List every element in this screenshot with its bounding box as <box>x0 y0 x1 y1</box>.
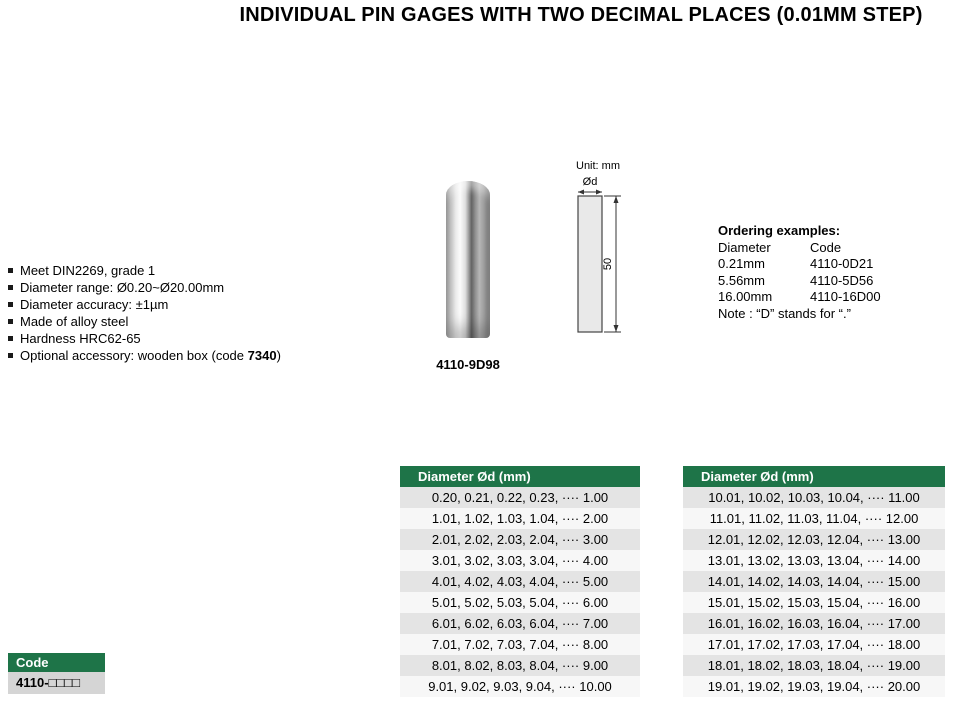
ordering-heading: Ordering examples: <box>718 223 841 238</box>
table-row: 1.01, 1.02, 1.03, 1.04, ···· 2.00 <box>400 508 640 529</box>
bullet-square-icon <box>8 268 13 273</box>
feature-list <box>8 264 281 366</box>
arrow-up-icon <box>614 196 619 203</box>
ordering-code: 4110-5D56 <box>810 272 874 288</box>
feature-item <box>8 332 281 345</box>
table-row: 12.01, 12.02, 12.03, 12.04, ···· 13.00 <box>683 529 945 550</box>
feature-text: Made of alloy steel <box>20 314 129 329</box>
bullet-square-icon <box>8 302 13 307</box>
ordering-row <box>718 289 881 306</box>
table-row: 4.01, 4.02, 4.03, 4.04, ···· 5.00 <box>400 571 640 592</box>
ordering-diameter: 0.21mm <box>718 256 765 271</box>
table-row: 6.01, 6.02, 6.03, 6.04, ···· 7.00 <box>400 613 640 634</box>
feature-item <box>8 349 281 362</box>
bullet-square-icon <box>8 319 13 324</box>
product-model-label: 4110-9D98 <box>436 357 500 372</box>
feature-text: Diameter range: Ø0.20~Ø20.00mm <box>20 280 225 295</box>
table-row: 2.01, 2.02, 2.03, 2.04, ···· 3.00 <box>400 529 640 550</box>
feature-item <box>8 281 281 294</box>
ordering-code: 4110-0D21 <box>810 256 874 271</box>
table-row: 18.01, 18.02, 18.03, 18.04, ···· 19.00 <box>683 655 945 676</box>
ordering-diameter: 16.00mm <box>718 289 773 304</box>
feature-text: Meet DIN2269, grade 1 <box>20 263 156 278</box>
feature-item <box>8 264 281 277</box>
table-header: Diameter Ød (mm) <box>683 466 945 487</box>
table-row: 13.01, 13.02, 13.03, 13.04, ···· 14.00 <box>683 550 945 571</box>
table-body <box>400 487 640 697</box>
pin-outline <box>578 196 602 332</box>
feature-text: Diameter accuracy: ±1µm <box>20 297 169 312</box>
bullet-square-icon <box>8 353 13 358</box>
accessory-code: 7340 <box>247 348 277 363</box>
table-row: 14.01, 14.02, 14.03, 14.04, ···· 15.00 <box>683 571 945 592</box>
feature-text: Optional accessory: wooden box (code <box>20 348 248 363</box>
feature-text: Hardness HRC62-65 <box>20 331 141 346</box>
ordering-row <box>718 256 881 273</box>
code-box-value: 4110-□□□□ <box>8 672 105 694</box>
feature-item <box>8 315 281 328</box>
table-row: 0.20, 0.21, 0.22, 0.23, ···· 1.00 <box>400 487 640 508</box>
ordering-code: 4110-16D00 <box>810 289 881 304</box>
table-row: 17.01, 17.02, 17.03, 17.04, ···· 18.00 <box>683 634 945 655</box>
table-row: 10.01, 10.02, 10.03, 10.04, ···· 11.00 <box>683 487 945 508</box>
feature-text: ) <box>276 348 281 363</box>
table-row: 19.01, 19.02, 19.03, 19.04, ···· 20.00 <box>683 676 945 697</box>
table-body <box>683 487 945 697</box>
ordering-column-headers <box>718 240 881 257</box>
table-header: Diameter Ød (mm) <box>400 466 640 487</box>
page-title: INDIVIDUAL PIN GAGES WITH TWO DECIMAL PLACES (0.01MM STEP) <box>239 4 923 26</box>
feature-item <box>8 298 281 311</box>
table-row: 11.01, 11.02, 11.03, 11.04, ···· 12.00 <box>683 508 945 529</box>
ordering-note: Note : “D” stands for “.” <box>718 305 851 321</box>
table-row: 3.01, 3.02, 3.03, 3.04, ···· 4.00 <box>400 550 640 571</box>
unit-label: Unit: mm <box>576 160 620 172</box>
table-row: 9.01, 9.02, 9.03, 9.04, ···· 10.00 <box>400 676 640 697</box>
dimension-drawing <box>560 155 680 350</box>
bullet-square-icon <box>8 285 13 290</box>
bullet-square-icon <box>8 336 13 341</box>
ordering-col-code: Code <box>810 239 842 255</box>
ordering-col-diameter: Diameter <box>718 239 771 255</box>
diameter-table-1 <box>400 466 640 697</box>
table-row: 7.01, 7.02, 7.03, 7.04, ···· 8.00 <box>400 634 640 655</box>
table-row: 8.01, 8.02, 8.03, 8.04, ···· 9.00 <box>400 655 640 676</box>
arrow-down-icon <box>614 325 619 332</box>
table-row: 5.01, 5.02, 5.03, 5.04, ···· 6.00 <box>400 592 640 613</box>
table-row: 16.01, 16.02, 16.03, 16.04, ···· 17.00 <box>683 613 945 634</box>
diameter-dim-label: Ød <box>582 176 598 188</box>
ordering-row <box>718 273 881 290</box>
arrow-right-icon <box>596 190 602 195</box>
diameter-table-2 <box>683 466 945 697</box>
arrow-left-icon <box>578 190 584 195</box>
code-box-header: Code <box>8 653 105 672</box>
table-row: 15.01, 15.02, 15.03, 15.04, ···· 16.00 <box>683 592 945 613</box>
pin-gage-photo <box>446 181 490 338</box>
ordering-diameter: 5.56mm <box>718 272 765 288</box>
ordering-examples <box>718 223 881 322</box>
length-dim-label: 50 <box>602 257 614 271</box>
